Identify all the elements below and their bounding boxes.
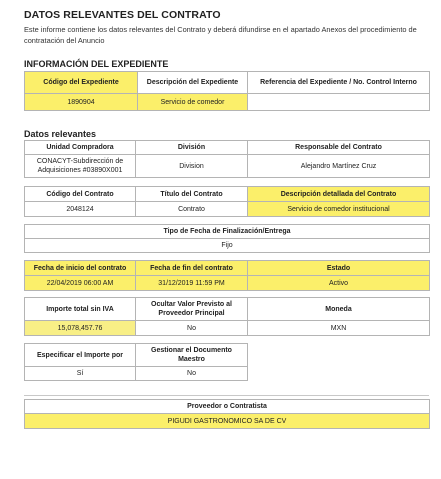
value-descripcion-expediente: Servicio de comedor (138, 94, 248, 111)
header-gestionar-documento: Gestionar el Documento Maestro (136, 344, 248, 367)
header-moneda: Moneda (248, 298, 430, 321)
header-responsable: Responsable del Contrato (248, 141, 430, 155)
value-especificar-importe: Sí (25, 367, 136, 381)
datos-row2-table (24, 186, 430, 217)
value-descripcion-contrato: Servicio de comedor institucional (248, 202, 430, 217)
value-titulo-contrato: Contrato (136, 202, 248, 217)
header-ocultar-valor: Ocultar Valor Previsto al Proveedor Principal (136, 298, 248, 321)
datos-row5-table (24, 297, 430, 336)
value-codigo-expediente: 1890904 (25, 94, 138, 111)
header-division: División (136, 141, 248, 155)
value-tipo-fecha: Fijo (25, 239, 430, 253)
header-tipo-fecha: Tipo de Fecha de Finalización/Entrega (25, 225, 430, 239)
datos-row4-table (24, 260, 430, 291)
header-codigo-contrato: Código del Contrato (25, 187, 136, 202)
value-estado: Activo (248, 276, 430, 291)
value-unidad-compradora: CONACYT-Subdirección de Adquisiciones #03890X001 (25, 155, 136, 178)
header-descripcion-expediente: Descripción del Expediente (138, 72, 248, 94)
header-titulo-contrato: Título del Contrato (136, 187, 248, 202)
value-referencia-expediente (248, 94, 430, 111)
value-fecha-inicio: 22/04/2019 06:00 AM (25, 276, 136, 291)
value-importe-total: 15,078,457.76 (25, 321, 136, 336)
datos-row6-table (24, 343, 248, 381)
header-descripcion-contrato: Descripción detallada del Contrato (248, 187, 430, 202)
header-referencia-expediente: Referencia del Expediente / No. Control Interno (248, 72, 430, 94)
value-ocultar-valor: No (136, 321, 248, 336)
header-fecha-fin: Fecha de fin del contrato (136, 261, 248, 276)
header-unidad-compradora: Unidad Compradora (25, 141, 136, 155)
expediente-table (24, 71, 430, 111)
section-heading-datos: Datos relevantes (24, 129, 97, 139)
page-title: DATOS RELEVANTES DEL CONTRATO (24, 9, 221, 21)
value-moneda: MXN (248, 321, 430, 336)
header-estado: Estado (248, 261, 430, 276)
value-codigo-contrato: 2048124 (25, 202, 136, 217)
header-especificar-importe: Especificar el Importe por (25, 344, 136, 367)
header-importe-total: Importe total sin IVA (25, 298, 136, 321)
datos-row1-table (24, 140, 430, 178)
header-fecha-inicio: Fecha de inicio del contrato (25, 261, 136, 276)
value-fecha-fin: 31/12/2019 11:59 PM (136, 276, 248, 291)
section-heading-expediente: INFORMACIÓN DEL EXPEDIENTE (24, 59, 169, 69)
value-responsable: Alejandro Martínez Cruz (248, 155, 430, 178)
header-codigo-expediente: Código del Expediente (25, 72, 138, 94)
header-proveedor: Proveedor o Contratista (25, 400, 430, 414)
value-proveedor: PIGUDI GASTRONOMICO SA DE CV (25, 414, 430, 429)
value-division: Division (136, 155, 248, 178)
value-gestionar-documento: No (136, 367, 248, 381)
intro-text: Este informe contiene los datos relevantes del Contrato y deberá difundirse en el apartado Anexos del procedimiento de contratación del Anuncio (24, 25, 417, 45)
datos-row3-table (24, 224, 430, 253)
proveedor-table (24, 399, 430, 429)
section-divider (24, 395, 429, 396)
